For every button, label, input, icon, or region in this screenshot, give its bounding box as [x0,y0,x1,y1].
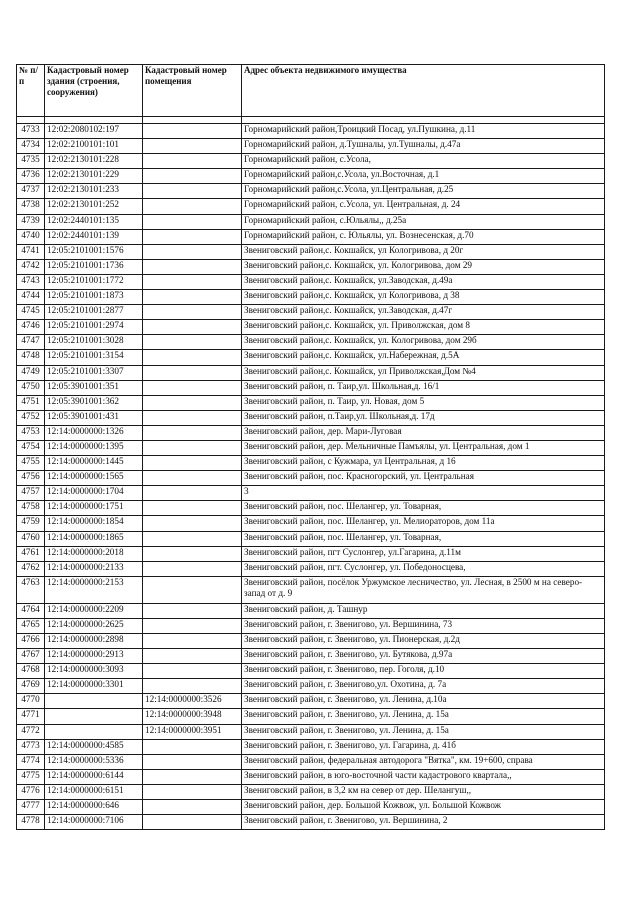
premises-cadastral-number [143,471,242,486]
row-number: 4735 [17,154,45,169]
premises-cadastral-number [143,739,242,754]
premises-cadastral-number [143,531,242,546]
row-number: 4737 [17,184,45,199]
row-number: 4752 [17,410,45,425]
premises-cadastral-number [143,214,242,229]
row-number: 4761 [17,546,45,561]
building-cadastral-number: 12:14:0000000:2018 [45,546,143,561]
building-cadastral-number: 12:14:0000000:1704 [45,486,143,501]
object-address: Звениговский район, дер. Мельничные Памъялы, ул. Центральная, дом 1 [242,440,605,455]
building-cadastral-number: 12:14:0000000:2153 [45,576,143,603]
row-number: 4745 [17,305,45,320]
premises-cadastral-number [143,274,242,289]
row-number: 4768 [17,664,45,679]
object-address: Звениговский район, в 3,2 км на север от дер. Шелангуш,, [242,784,605,799]
building-cadastral-number: 12:05:2101001:3307 [45,365,143,380]
object-address: Звениговский район,с. Кокшайск, ул Приволжская,Дом №4 [242,365,605,380]
object-address: Звениговский район, г. Звенигово, ул. Гагарина, д. 41б [242,739,605,754]
building-cadastral-number: 12:14:0000000:2209 [45,603,143,618]
premises-cadastral-number [143,456,242,471]
object-address: Звениговский район, пос. Шелангер, ул. Товарная, [242,501,605,516]
premises-cadastral-number [143,184,242,199]
object-address: Горномарийский район,с.Усола, ул.Центральная, д.25 [242,184,605,199]
building-cadastral-number: 12:14:0000000:2898 [45,634,143,649]
row-number: 4766 [17,634,45,649]
building-cadastral-number: 12:05:2101001:2877 [45,305,143,320]
premises-cadastral-number [143,305,242,320]
building-cadastral-number: 12:14:0000000:7106 [45,815,143,830]
building-cadastral-number: 12:05:3901001:351 [45,380,143,395]
table-row [17,471,605,486]
object-address: Звениговский район, г. Звенигово, ул. Ленина, д.10а [242,694,605,709]
row-number: 4736 [17,169,45,184]
object-address: Горномарийский район, с.Усола, [242,154,605,169]
premises-cadastral-number [143,154,242,169]
registry-table [16,64,605,830]
table-row [17,139,605,154]
row-number: 4746 [17,320,45,335]
premises-cadastral-number [143,350,242,365]
object-address: Звениговский район,с. Кокшайск, ул.Заводская, д.49а [242,274,605,289]
table-row [17,561,605,576]
object-address: Звениговский район, п. Таир,ул. Школьная,д. 16/1 [242,380,605,395]
building-cadastral-number: 12:14:0000000:2625 [45,618,143,633]
premises-cadastral-number [143,259,242,274]
row-number: 4765 [17,618,45,633]
table-row [17,576,605,603]
table-row [17,664,605,679]
object-address: Звениговский район,с. Кокшайск, ул. Кологривова, дом 29б [242,335,605,350]
object-address: Звениговский район, г. Звенигово, ул. Бутякова, д.97а [242,649,605,664]
building-cadastral-number: 12:02:2130101:229 [45,169,143,184]
table-row [17,531,605,546]
header-num: № п/п [17,65,45,117]
building-cadastral-number: 12:05:2101001:3154 [45,350,143,365]
object-address: Горномарийский район,с.Усола, ул.Восточная, д.1 [242,169,605,184]
header-premises-cadastral: Кадастровый номер помещения [143,65,242,117]
table-row [17,229,605,244]
object-address: Звениговский район, посёлок Уржумское лесничество, ул. Лесная, в 2500 м на северо-запад от д. 9 [242,576,605,603]
row-number: 4738 [17,199,45,214]
table-row [17,425,605,440]
spacer-cell [45,117,143,124]
table-row [17,350,605,365]
premises-cadastral-number [143,139,242,154]
table-row [17,546,605,561]
table-row [17,214,605,229]
object-address: Звениговский район,с. Кокшайск, ул. Приволжская, дом 8 [242,320,605,335]
building-cadastral-number [45,709,143,724]
row-number: 4778 [17,815,45,830]
premises-cadastral-number [143,649,242,664]
premises-cadastral-number [143,229,242,244]
premises-cadastral-number [143,516,242,531]
table-row [17,784,605,799]
object-address: Звениговский район,с. Кокшайск, ул Кологривова, д 20г [242,244,605,259]
object-address: Горномарийский район, с.Усола, ул. Центральная, д. 24 [242,199,605,214]
building-cadastral-number: 12:05:2101001:1873 [45,290,143,305]
premises-cadastral-number [143,395,242,410]
table-row [17,244,605,259]
building-cadastral-number: 12:14:0000000:1565 [45,471,143,486]
building-cadastral-number: 12:14:0000000:2133 [45,561,143,576]
table-row [17,124,605,139]
building-cadastral-number: 12:14:0000000:5336 [45,754,143,769]
row-number: 4733 [17,124,45,139]
object-address: Звениговский район, пгт. Суслонгер, ул. Победоносцева, [242,561,605,576]
row-number: 4747 [17,335,45,350]
spacer-cell [242,117,605,124]
table-row [17,365,605,380]
row-number: 4754 [17,440,45,455]
table-row [17,516,605,531]
table-row [17,199,605,214]
table-row [17,694,605,709]
object-address: Звениговский район, г. Звенигово, ул. Ленина, д. 15а [242,709,605,724]
object-address: Звениговский район, дер. Большой Кожвож, ул. Большой Кожвож [242,800,605,815]
premises-cadastral-number [143,335,242,350]
row-number: 4756 [17,471,45,486]
premises-cadastral-number [143,425,242,440]
building-cadastral-number: 12:14:0000000:6151 [45,784,143,799]
row-number: 4749 [17,365,45,380]
premises-cadastral-number [143,634,242,649]
building-cadastral-number: 12:05:2101001:1772 [45,274,143,289]
building-cadastral-number: 12:14:0000000:1395 [45,440,143,455]
premises-cadastral-number [143,410,242,425]
header-building-cadastral: Кадастровый номер здания (строения, сооружения) [45,65,143,117]
row-number: 4748 [17,350,45,365]
premises-cadastral-number [143,561,242,576]
building-cadastral-number: 12:14:0000000:1751 [45,501,143,516]
object-address: Звениговский район, г. Звенигово, ул. Пионерская, д.2д [242,634,605,649]
row-number: 4751 [17,395,45,410]
row-number: 4770 [17,694,45,709]
row-number: 4740 [17,229,45,244]
building-cadastral-number: 12:14:0000000:1865 [45,531,143,546]
building-cadastral-number [45,724,143,739]
table-row [17,169,605,184]
object-address: Звениговский район, пос. Красногорский, ул. Центральная [242,471,605,486]
building-cadastral-number: 12:14:0000000:1854 [45,516,143,531]
object-address: Звениговский район,с. Кокшайск, ул. Кологривова, дом 29 [242,259,605,274]
row-number: 4750 [17,380,45,395]
building-cadastral-number: 12:02:2130101:252 [45,199,143,214]
row-number: 4757 [17,486,45,501]
building-cadastral-number: 12:14:0000000:1326 [45,425,143,440]
building-cadastral-number: 12:02:2130101:228 [45,154,143,169]
spacer-cell [143,117,242,124]
table-row [17,486,605,501]
object-address: Звениговский район, п. Таир, ул. Новая, дом 5 [242,395,605,410]
table-row [17,440,605,455]
row-number: 4762 [17,561,45,576]
premises-cadastral-number [143,800,242,815]
building-cadastral-number: 12:14:0000000:3301 [45,679,143,694]
row-number: 4734 [17,139,45,154]
row-number: 4774 [17,754,45,769]
table-row [17,154,605,169]
object-address: 3 [242,486,605,501]
premises-cadastral-number [143,290,242,305]
table-row [17,184,605,199]
building-cadastral-number: 12:02:2130101:233 [45,184,143,199]
object-address: Горномарийский район,Троицкий Посад, ул.Пушкина, д.11 [242,124,605,139]
spacer-cell [17,117,45,124]
table-row [17,739,605,754]
row-number: 4777 [17,800,45,815]
row-number: 4755 [17,456,45,471]
row-number: 4767 [17,649,45,664]
building-cadastral-number: 12:05:3901001:431 [45,410,143,425]
table-row [17,305,605,320]
table-row [17,815,605,830]
building-cadastral-number: 12:05:2101001:1736 [45,259,143,274]
building-cadastral-number: 12:02:2440101:135 [45,214,143,229]
premises-cadastral-number [143,365,242,380]
row-number: 4743 [17,274,45,289]
row-number: 4769 [17,679,45,694]
premises-cadastral-number [143,440,242,455]
table-row [17,501,605,516]
premises-cadastral-number [143,603,242,618]
table-row [17,618,605,633]
premises-cadastral-number [143,679,242,694]
row-number: 4742 [17,259,45,274]
premises-cadastral-number [143,199,242,214]
table-row [17,709,605,724]
object-address: Горномарийский район, д.Тушналы, ул.Тушналы, д.47а [242,139,605,154]
row-number: 4760 [17,531,45,546]
building-cadastral-number: 12:02:2080102:197 [45,124,143,139]
row-number: 4763 [17,576,45,603]
header-address: Адрес объекта недвижимого имущества [242,65,605,117]
object-address: Звениговский район, г. Звенигово, ул. Вершинина, 73 [242,618,605,633]
building-cadastral-number: 12:02:2440101:139 [45,229,143,244]
building-cadastral-number: 12:14:0000000:1445 [45,456,143,471]
row-number: 4776 [17,784,45,799]
row-number: 4753 [17,425,45,440]
premises-cadastral-number: 12:14:0000000:3948 [143,709,242,724]
premises-cadastral-number [143,618,242,633]
building-cadastral-number: 12:14:0000000:2913 [45,649,143,664]
premises-cadastral-number [143,380,242,395]
table-row [17,724,605,739]
object-address: Горномарийский район, с. Юльялы, ул. Вознесенская, д.70 [242,229,605,244]
premises-cadastral-number [143,169,242,184]
object-address: Звениговский район, д. Ташнур [242,603,605,618]
object-address: Звениговский район, пос. Шелангер, ул. Мелиораторов, дом 11а [242,516,605,531]
object-address: Звениговский район, пос. Шелангер, ул. Товарная, [242,531,605,546]
premises-cadastral-number [143,486,242,501]
building-cadastral-number [45,694,143,709]
table-row [17,679,605,694]
row-number: 4764 [17,603,45,618]
row-number: 4759 [17,516,45,531]
table-row [17,335,605,350]
building-cadastral-number: 12:02:2100101:101 [45,139,143,154]
table-row [17,395,605,410]
building-cadastral-number: 12:14:0000000:646 [45,800,143,815]
premises-cadastral-number [143,501,242,516]
table-row [17,410,605,425]
object-address: Звениговский район,с. Кокшайск, ул.Заводская, д.47г [242,305,605,320]
building-cadastral-number: 12:14:0000000:6144 [45,769,143,784]
premises-cadastral-number [143,576,242,603]
premises-cadastral-number [143,784,242,799]
premises-cadastral-number [143,754,242,769]
building-cadastral-number: 12:05:2101001:1576 [45,244,143,259]
table-row [17,649,605,664]
object-address: Звениговский район, п.Таир,ул. Школьная,д. 17д [242,410,605,425]
building-cadastral-number: 12:14:0000000:4585 [45,739,143,754]
object-address: Звениговский район, г. Звенигово, пер. Гоголя, д.10 [242,664,605,679]
premises-cadastral-number: 12:14:0000000:3951 [143,724,242,739]
table-row [17,769,605,784]
object-address: Звениговский район, г. Звенигово, ул. Вершинина, 2 [242,815,605,830]
premises-cadastral-number [143,244,242,259]
object-address: Звениговский район, в юго-восточной части кадастрового квартала,, [242,769,605,784]
table-row [17,456,605,471]
premises-cadastral-number [143,815,242,830]
row-number: 4758 [17,501,45,516]
row-number: 4773 [17,739,45,754]
row-number: 4739 [17,214,45,229]
object-address: Звениговский район,с. Кокшайск, ул Кологривова, д 38 [242,290,605,305]
table-row [17,800,605,815]
premises-cadastral-number [143,769,242,784]
table-row [17,634,605,649]
object-address: Звениговский район, пгт Суслонгер, ул.Гагарина, д.11м [242,546,605,561]
row-number: 4772 [17,724,45,739]
header-row [17,65,605,117]
object-address: Звениговский район, федеральная автодорога "Вятка", км. 19+600, справа [242,754,605,769]
row-number: 4741 [17,244,45,259]
premises-cadastral-number [143,664,242,679]
table-row [17,320,605,335]
table-row [17,290,605,305]
object-address: Горномарийский район, с.Юльялы,, д.25а [242,214,605,229]
table-row [17,380,605,395]
object-address: Звениговский район, с Кужмара, ул Центральная, д 16 [242,456,605,471]
object-address: Звениговский район,с. Кокшайск, ул.Набережная, д.5А [242,350,605,365]
premises-cadastral-number [143,546,242,561]
row-number: 4744 [17,290,45,305]
table-body [17,124,605,830]
premises-cadastral-number [143,320,242,335]
spacer-row [17,117,605,124]
row-number: 4771 [17,709,45,724]
premises-cadastral-number: 12:14:0000000:3526 [143,694,242,709]
object-address: Звениговский район, г. Звенигово,ул. Охотина, д. 7а [242,679,605,694]
building-cadastral-number: 12:14:0000000:3093 [45,664,143,679]
table-row [17,259,605,274]
premises-cadastral-number [143,124,242,139]
row-number: 4775 [17,769,45,784]
table-row [17,274,605,289]
table-row [17,754,605,769]
building-cadastral-number: 12:05:2101001:2974 [45,320,143,335]
building-cadastral-number: 12:05:3901001:362 [45,395,143,410]
object-address: Звениговский район, г. Звенигово, ул. Ленина, д. 15а [242,724,605,739]
object-address: Звениговский район, дер. Мари-Луговая [242,425,605,440]
table-row [17,603,605,618]
building-cadastral-number: 12:05:2101001:3028 [45,335,143,350]
